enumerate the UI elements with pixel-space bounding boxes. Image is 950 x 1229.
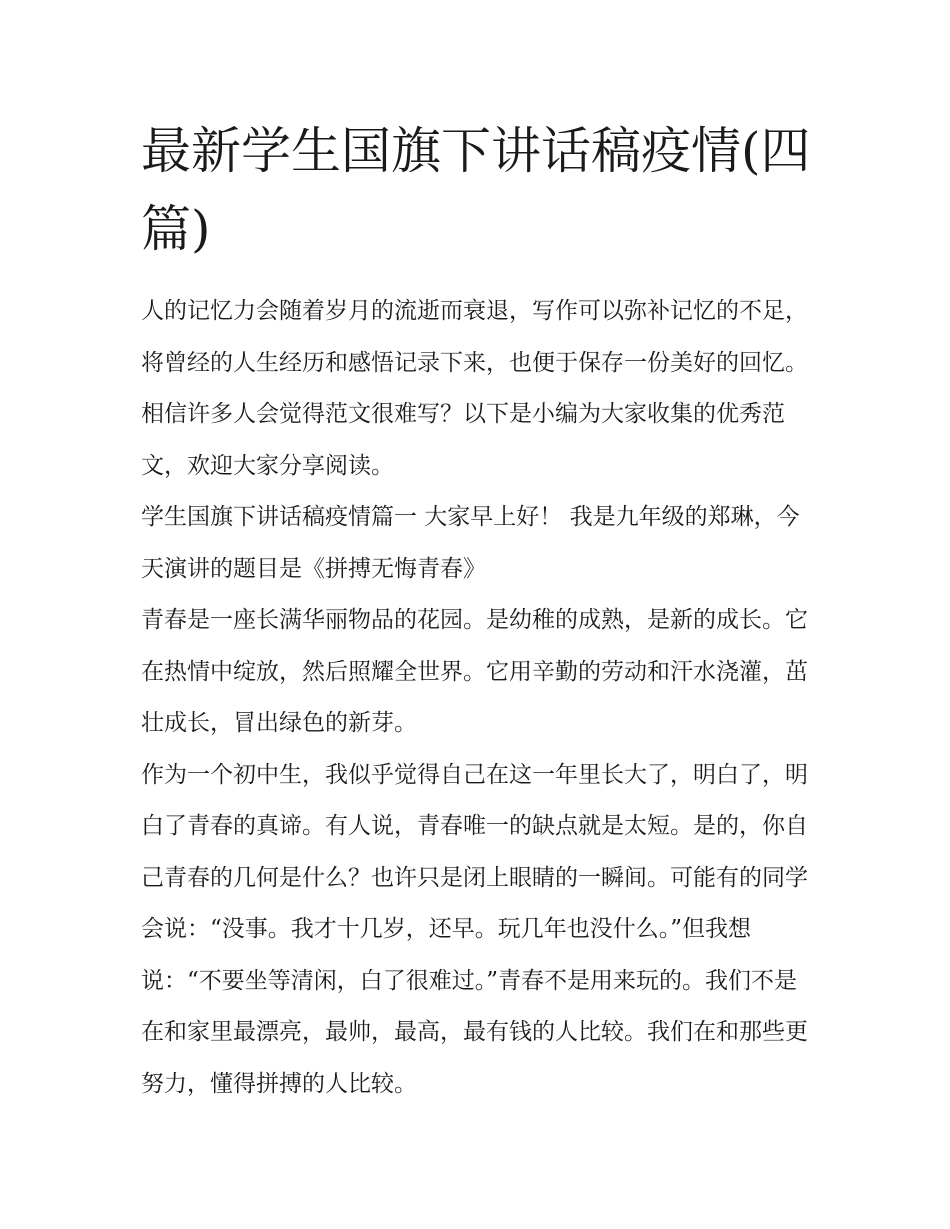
document-page xyxy=(141,112,813,1110)
paragraph-intro: 人的记忆力会随着岁月的流逝而衰退，写作可以弥补记忆的不足，将曾经的人生经历和感悟记录下来，也便于保存一份美好的回忆。相信许多人会觉得范文很难写？以下是小编为大家收集的优秀范文，欢迎大家分享阅读。 xyxy=(141,298,808,479)
document-title: 最新学生国旗下讲话稿疫情(四篇) xyxy=(141,122,811,258)
paragraph-youth-garden: 青春是一座长满华丽物品的花园。是幼稚的成熟，是新的成长。它在热情中绽放，然后照耀全世界。它用辛勤的劳动和汗水浇灌，茁壮成长，冒出绿色的新芽。 xyxy=(141,607,808,736)
paragraph-youth-meaning: 作为一个初中生，我似乎觉得自己在这一年里长大了，明白了，明白了青春的真谛。有人说，青春唯一的缺点就是太短。是的，你自己青春的几何是什么？也许只是闭上眼睛的一瞬间。可能有的同学会说：“没事。我才十几岁，还早。玩几年也没什么。”但我想说：“不要坐等清闲，白了很难过。”青春不是用来玩的。我们不是在和家里最漂亮，最帅，最高，最有钱的人比较。我们在和那些更努力，懂得拼搏的人比较。 xyxy=(141,761,808,1097)
paragraph-speech-opening: 学生国旗下讲话稿疫情篇一 大家早上好！ 我是九年级的郑琳，今天演讲的题目是《拼搏无悔青春》 xyxy=(141,504,800,582)
